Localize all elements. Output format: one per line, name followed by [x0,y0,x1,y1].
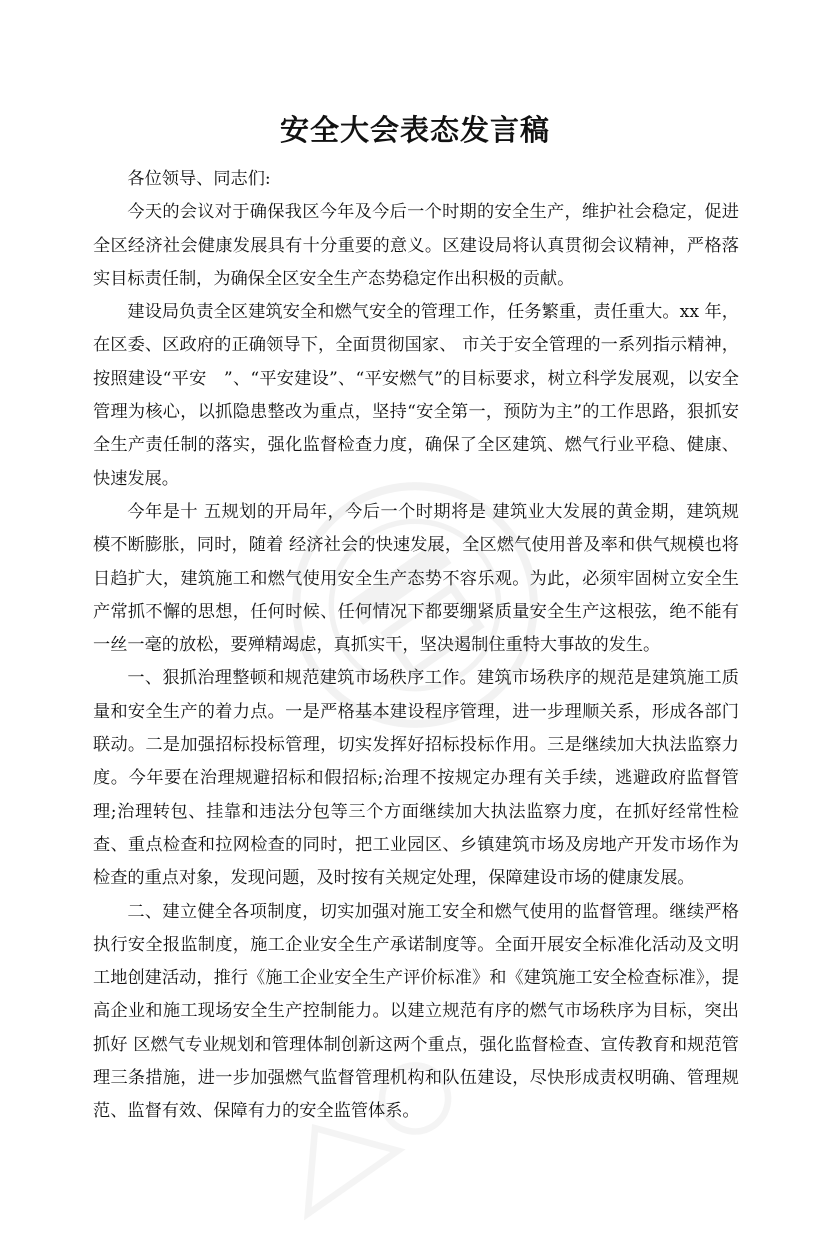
body-paragraph: 二、建立健全各项制度，切实加强对施工安全和燃气使用的监督管理。继续严格执行安全报监制度，施工企业安全生产承诺制度等。全面开展安全标准化活动及文明工地创建活动，推行《施工企业安全生产评价标准》和《建筑施工安全检查标准》，提高企业和施工现场安全生产控制能力。以建立规范有序的燃气市场秩序为目标，突出抓好 区燃气专业规划和管理体制创新这两个重点，强化监督检查、宣传教育和规范管理三条措施，进一步加强燃气监督管理机构和队伍建设，尽快形成责权明确、管理规范、监督有效、保障有力的安全监管体系。 [93,901,739,1122]
body-paragraph: 今天的会议对于确保我区今年及今后一个时期的安全生产，维护社会稳定，促进全区经济社会健康发展具有十分重要的意义。区建设局将认真贯彻会议精神，严格落实目标责任制，为确保全区安全生产态势稳定作出积极的贡献。 [93,202,739,289]
body-paragraph: 一、狠抓治理整顿和规范建筑市场秩序工作。建筑市场秩序的规范是建筑施工质量和安全生产的着力点。一是严格基本建设程序管理，进一步理顺关系，形成各部门联动。二是加强招标投标管理，切实发挥好招标投标作用。三是继续加大执法监察力度。今年要在治理规避招标和假招标;治理不按规定办理有关手续，逃避政府监督管理;治理转包、挂靠和违法分包等三个方面继续加大执法监察力度，在抓好经常性检查、重点检查和拉网检查的同时，把工业园区、乡镇建筑市场及房地产开发市场作为检查的重点对象，发现问题，及时按有关规定处理，保障建设市场的健康发展。 [93,668,739,889]
speech-body [93,163,739,1129]
salutation-paragraph: 各位领导、同志们: [127,169,271,189]
page-title: 安全大会表态发言稿 [279,113,550,147]
body-paragraph: 建设局负责全区建筑安全和燃气安全的管理工作，任务繁重，责任重大。xx 年，在区委、区政府的正确领导下，全面贯彻国家、 市关于安全管理的一系列指示精神，按照建设“平安 ”、“平安建设”、“平安燃气”的目标要求，树立科学发展观，以安全管理为核心，以抓隐患整改为重点，坚持“安全第一，预防为主”的工作思路，狠抓安全生产责任制的落实，强化监督检查力度，确保了全区建筑、燃气行业平稳、健康、快速发展。 [93,302,739,489]
body-paragraph: 今年是十 五规划的开局年，今后一个时期将是 建筑业大发展的黄金期，建筑规模不断膨胀，同时，随着 经济社会的快速发展，全区燃气使用普及率和供气规模也将日趋扩大，建筑施工和燃气使用安全生产态势不容乐观。为此，必须牢固树立安全生产常抓不懈的思想，任何时候、任何情况下都要绷紧质量安全生产这根弦，绝不能有一丝一毫的放松，要殚精竭虑，真抓实干，坚决遏制住重特大事故的发生。 [93,501,739,656]
